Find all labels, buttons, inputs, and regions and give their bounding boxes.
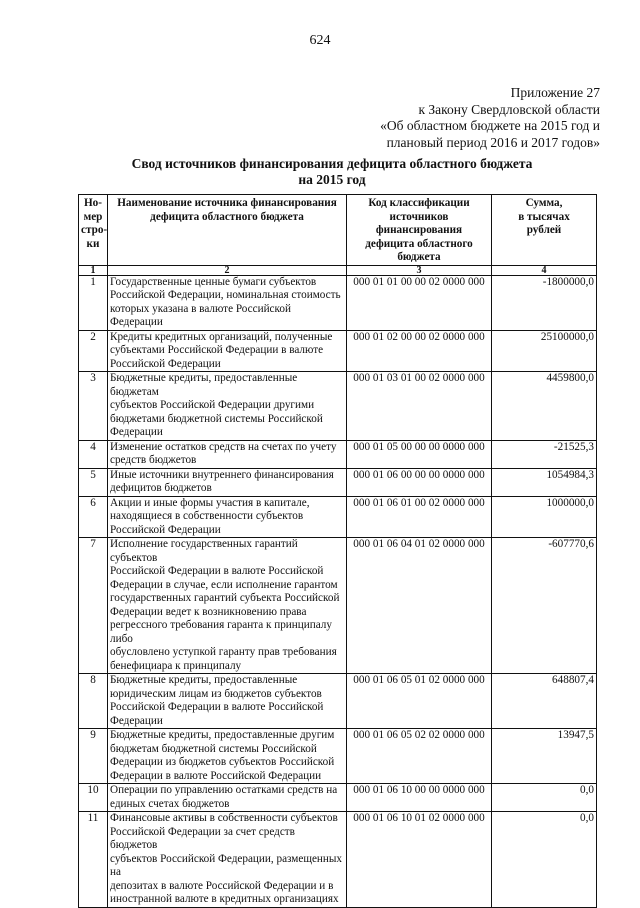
title-line: Свод источников финансирования дефицита областного бюджета (131, 156, 533, 171)
amount: 13947,5 (492, 729, 597, 784)
source-name: Исполнение государственных гарантий субъектов Российской Федерации в валюте Российской Федерации в случае, если исполнение гарантом государственных гарантий субъекта Российской Федерации ведет к возникновению права регрессного требования гаранта к принципалу либо обусловлено уступкой гаранту прав требования бенефициара к принципалу (108, 538, 347, 674)
table-row (79, 496, 597, 538)
column-index: 1 (79, 265, 108, 275)
table-row (79, 538, 597, 674)
classification-code: 000 01 06 10 00 00 0000 000 (347, 784, 492, 812)
table-row (79, 812, 597, 908)
appendix-line: плановый период 2016 и 2017 годов» (386, 134, 600, 150)
table-row (79, 372, 597, 441)
row-number: 5 (79, 468, 108, 496)
amount: 1000000,0 (492, 496, 597, 538)
classification-code: 000 01 06 05 01 02 0000 000 (347, 674, 492, 729)
amount: 4459800,0 (492, 372, 597, 441)
classification-code: 000 01 01 00 00 02 0000 000 (347, 275, 492, 330)
table-row (79, 729, 597, 784)
table-row (79, 330, 597, 372)
appendix-line: «Об областном бюджете на 2015 год и (380, 118, 600, 133)
source-name: Кредиты кредитных организаций, полученные субъектами Российской Федерации в валюте Российской Федерации (108, 330, 347, 372)
page-number: 624 (309, 33, 331, 48)
row-number: 8 (79, 674, 108, 729)
classification-code: 000 01 05 00 00 00 0000 000 (347, 440, 492, 468)
table-index-row (79, 265, 597, 275)
classification-code: 000 01 06 05 02 02 0000 000 (347, 729, 492, 784)
classification-code: 000 01 06 10 01 02 0000 000 (347, 812, 492, 908)
column-index: 2 (108, 265, 347, 275)
source-name: Финансовые активы в собственности субъектов Российской Федерации за счет средств бюджетов субъектов Российской Федерации, размещенных на депозитах в валюте Российской Федерации и в иностранной валюте в кредитных организациях (108, 812, 347, 908)
classification-code: 000 01 06 04 01 02 0000 000 (347, 538, 492, 674)
header-source-name: Наименование источника финансирования дефицита областного бюджета (108, 195, 347, 266)
source-name: Операции по управлению остатками средств на единых счетах бюджетов (108, 784, 347, 812)
table-row (79, 275, 597, 330)
classification-code: 000 01 06 01 00 02 0000 000 (347, 496, 492, 538)
source-name: Бюджетные кредиты, предоставленные другим бюджетам бюджетной системы Российской Федерации из бюджетов субъектов Российской Федерации в валюте Российской Федерации (108, 729, 347, 784)
title-line: на 2015 год (298, 172, 366, 187)
source-name: Бюджетные кредиты, предоставленные юридическим лицам из бюджетов субъектов Российской Федерации в валюте Российской Федерации (108, 674, 347, 729)
column-index: 3 (347, 265, 492, 275)
table-header-row (79, 195, 597, 266)
amount: 0,0 (492, 784, 597, 812)
header-row-number: Но- мер стро- ки (79, 195, 108, 266)
source-name: Акции и иные формы участия в капитале, находящиеся в собственности субъектов Российской Федерации (108, 496, 347, 538)
appendix-line: Приложение 27 (510, 85, 600, 100)
header-amount: Сумма, в тысячах рублей (492, 195, 597, 266)
header-classification-code: Код классификации источников финансирования дефицита областного бюджета (347, 195, 492, 266)
table-row (79, 468, 597, 496)
amount: 25100000,0 (492, 330, 597, 372)
document-title (0, 156, 640, 188)
source-name: Бюджетные кредиты, предоставленные бюджетам субъектов Российской Федерации другими бюджетами бюджетной системы Российской Федерации (108, 372, 347, 441)
row-number: 6 (79, 496, 108, 538)
table-row (79, 784, 597, 812)
row-number: 11 (79, 812, 108, 908)
row-number: 1 (79, 275, 108, 330)
classification-code: 000 01 02 00 00 02 0000 000 (347, 330, 492, 372)
appendix-line: к Закону Свердловской области (418, 101, 600, 117)
row-number: 7 (79, 538, 108, 674)
row-number: 9 (79, 729, 108, 784)
column-index: 4 (492, 265, 597, 275)
amount: 0,0 (492, 812, 597, 908)
source-name: Государственные ценные бумаги субъектов Российской Федерации, номинальная стоимость которых указана в валюте Российской Федерации (108, 275, 347, 330)
row-number: 2 (79, 330, 108, 372)
amount: 648807,4 (492, 674, 597, 729)
classification-code: 000 01 06 00 00 00 0000 000 (347, 468, 492, 496)
amount: 1054984,3 (492, 468, 597, 496)
source-name: Изменение остатков средств на счетах по учету средств бюджетов (108, 440, 347, 468)
row-number: 4 (79, 440, 108, 468)
table-row (79, 440, 597, 468)
amount: -607770,6 (492, 538, 597, 674)
table-row (79, 674, 597, 729)
source-name: Иные источники внутреннего финансирования дефицитов бюджетов (108, 468, 347, 496)
appendix-note (380, 85, 600, 151)
row-number: 3 (79, 372, 108, 441)
classification-code: 000 01 03 01 00 02 0000 000 (347, 372, 492, 441)
row-number: 10 (79, 784, 108, 812)
amount: -21525,3 (492, 440, 597, 468)
financing-sources-table (78, 194, 597, 908)
amount: -1800000,0 (492, 275, 597, 330)
